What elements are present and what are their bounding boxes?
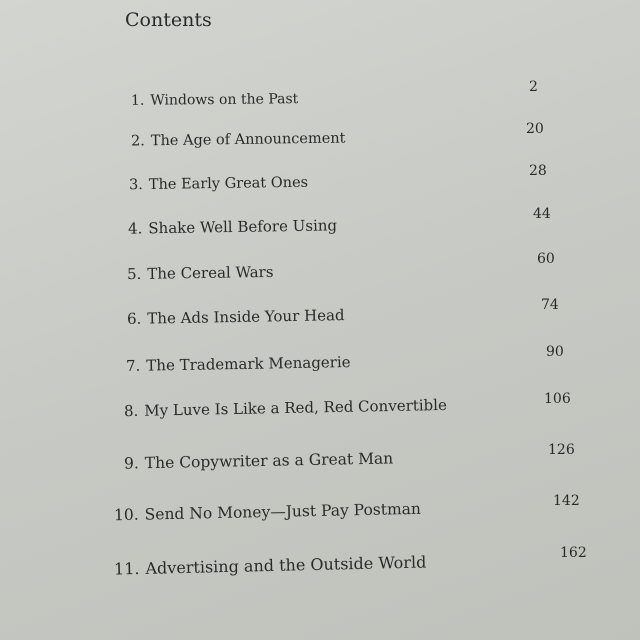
entry-title: The Age of Announcement bbox=[150, 130, 346, 150]
entry-number: 10. bbox=[113, 505, 139, 525]
toc-entry bbox=[124, 396, 447, 420]
entry-title: The Ads Inside Your Head bbox=[147, 306, 345, 328]
entry-number: 8. bbox=[123, 401, 139, 421]
entry-title: The Trademark Menagerie bbox=[146, 353, 351, 375]
entry-number: 2. bbox=[130, 133, 145, 150]
entry-page: 142 bbox=[553, 493, 580, 509]
entry-title: Send No Money—Just Pay Postman bbox=[144, 499, 422, 524]
toc-entry bbox=[128, 216, 337, 237]
toc-entry bbox=[131, 131, 346, 150]
entry-title: Advertising and the Outside World bbox=[145, 552, 427, 578]
toc-entry bbox=[126, 353, 351, 375]
toc-entry bbox=[131, 91, 298, 109]
entry-number: 7. bbox=[125, 356, 141, 375]
entry-page: 74 bbox=[541, 297, 559, 313]
entry-title: Shake Well Before Using bbox=[148, 216, 338, 238]
entry-number: 4. bbox=[127, 219, 143, 238]
entry-page: 106 bbox=[544, 391, 571, 407]
entry-number: 9. bbox=[123, 454, 139, 473]
page-title: Contents bbox=[125, 9, 212, 31]
entry-page: 126 bbox=[548, 442, 575, 458]
entry-title: My Luve Is Like a Red, Red Convertible bbox=[144, 395, 448, 420]
entry-title: The Copywriter as a Great Man bbox=[144, 449, 394, 473]
entry-number: 5. bbox=[126, 264, 142, 284]
toc-entry bbox=[114, 500, 421, 524]
entry-number: 6. bbox=[126, 309, 142, 328]
entry-number: 11. bbox=[113, 558, 140, 579]
entry-page: 90 bbox=[546, 344, 564, 360]
toc-entry bbox=[124, 449, 394, 472]
toc-entry bbox=[129, 175, 308, 193]
entry-title: Windows on the Past bbox=[150, 91, 299, 109]
entry-page: 20 bbox=[526, 121, 544, 137]
entry-page: 2 bbox=[529, 79, 538, 95]
entry-number: 3. bbox=[128, 177, 143, 194]
entry-title: The Cereal Wars bbox=[147, 262, 274, 283]
entry-page: 44 bbox=[533, 206, 551, 222]
entry-page: 60 bbox=[537, 251, 555, 267]
entry-page: 28 bbox=[529, 163, 547, 179]
toc-entry bbox=[127, 263, 274, 283]
toc-entry bbox=[114, 552, 427, 578]
toc-entry bbox=[127, 306, 345, 328]
entry-title: The Early Great Ones bbox=[148, 174, 309, 193]
entry-page: 162 bbox=[560, 545, 587, 561]
entry-number: 1. bbox=[130, 92, 145, 109]
